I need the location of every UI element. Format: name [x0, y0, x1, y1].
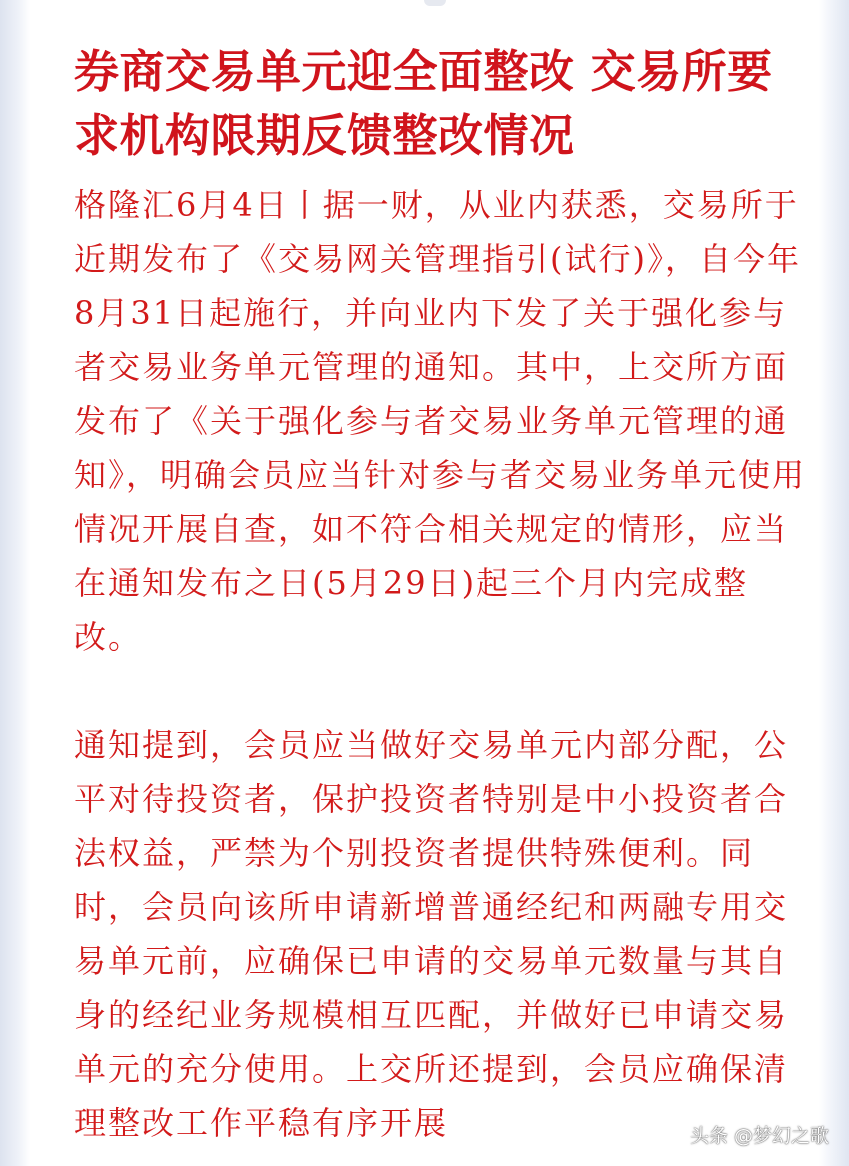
left-border-shade	[0, 0, 30, 1166]
article-paragraph-2: 通知提到，会员应当做好交易单元内部分配，公平对待投资者，保护投资者特别是中小投资者合法权益，严禁为个别投资者提供特殊便利。同时，会员向该所申请新增普通经纪和两融专用交易单元前，应确保已申请的交易单元数量与其自身的经纪业务规模相互匹配，并做好已申请交易单元的充分使用。上交所还提到，会员应确保清理整改工作平稳有序开展	[74, 726, 789, 1142]
right-border-shade	[819, 0, 849, 1166]
article-paragraph-1: 格隆汇6月4日丨据一财，从业内获悉，交易所于近期发布了《交易网关管理指引(试行)》，自今年8月31日起施行，并向业内下发了关于强化参与者交易业务单元管理的通知。其中，上交所方面发布了《关于强化参与者交易业务单元管理的通知》，明确会员应当针对参与者交易业务单元使用情况开展自查，如不符合相关规定的情形，应当在通知发布之日(5月29日)起三个月内完成整改。	[74, 186, 807, 656]
top-handle	[424, 0, 446, 6]
source-watermark: 头条 @梦幻之歌	[689, 1125, 829, 1147]
article	[74, 40, 814, 1150]
article-title: 券商交易单元迎全面整改 交易所要求机构限期反馈整改情况	[74, 45, 773, 162]
